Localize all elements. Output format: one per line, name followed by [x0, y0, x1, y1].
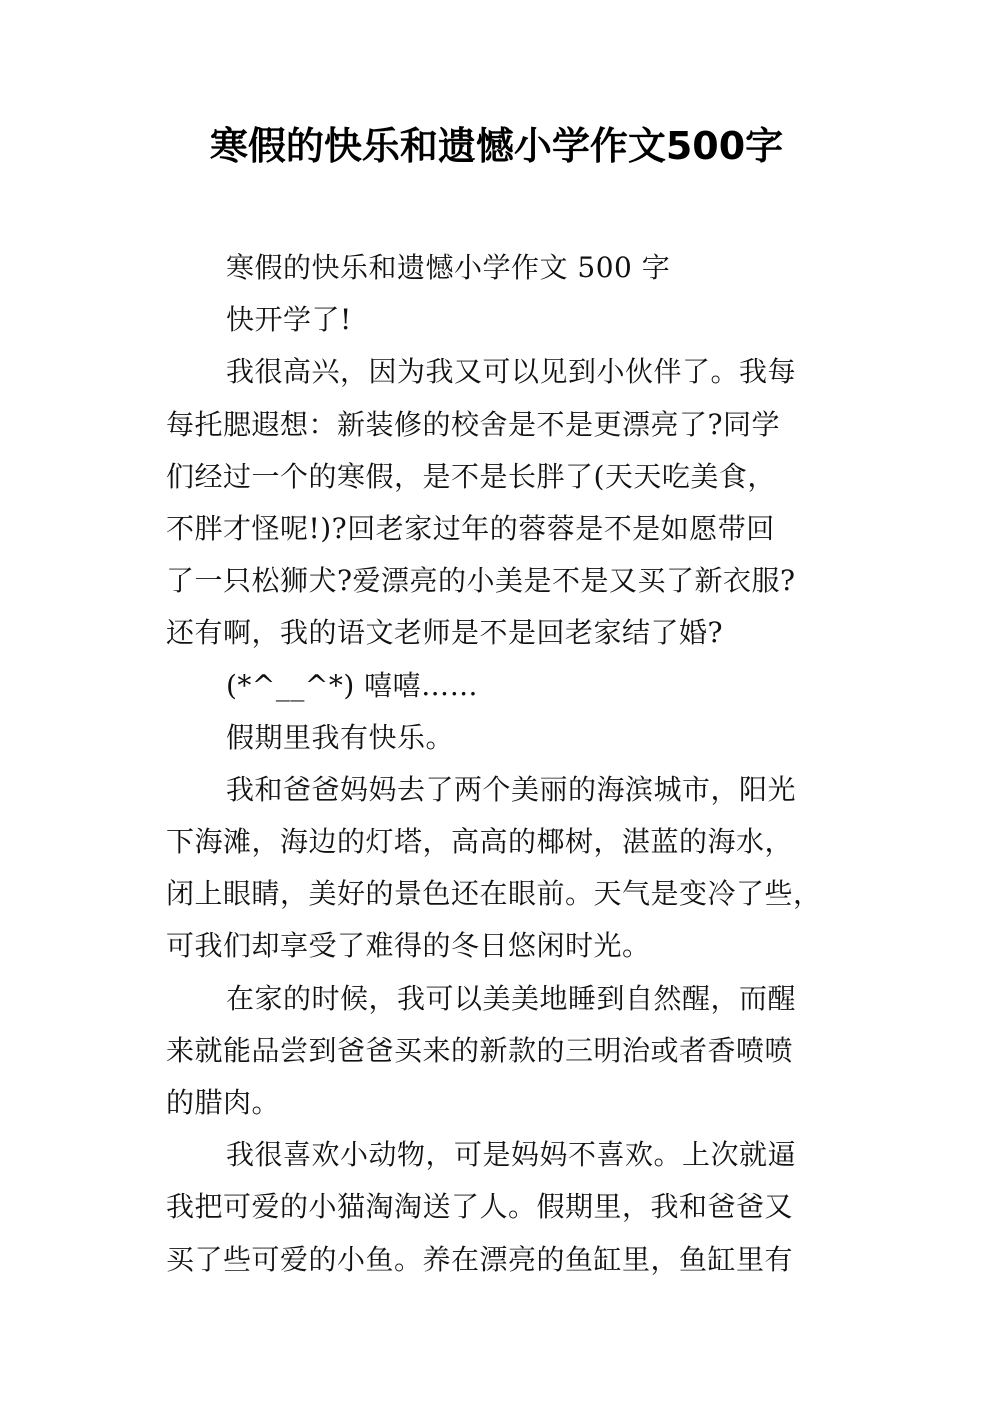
body-line: 快开学了! — [226, 303, 352, 337]
body-line: 们经过一个的寒假，是不是长胖了(天天吃美食， — [166, 459, 776, 493]
body-line: 每托腮遐想：新装修的校舍是不是更漂亮了?同学 — [166, 407, 781, 441]
body-line: 还有啊，我的语文老师是不是回老家结了婚? — [166, 616, 724, 650]
body-line: 寒假的快乐和遗憾小学作文 500 字 — [226, 251, 671, 284]
document-title: 寒假的快乐和遗憾小学作文500字 — [209, 124, 784, 168]
body-line: 不胖才怪呢!)?回老家过年的蓉蓉是不是如愿带回 — [166, 511, 775, 545]
document-body — [166, 242, 846, 1286]
body-line: 闭上眼睛，美好的景色还在眼前。天气是变冷了些， — [166, 877, 822, 911]
body-line: 在家的时候，我可以美美地睡到自然醒，而醒 — [226, 981, 797, 1015]
body-line: 我很喜欢小动物，可是妈妈不喜欢。上次就逼 — [226, 1138, 797, 1172]
body-line: (*^__^*) 嘻嘻…… — [226, 668, 479, 702]
body-line: 可我们却享受了难得的冬日悠闲时光。 — [166, 929, 651, 963]
body-line: 假期里我有快乐。 — [226, 720, 455, 754]
body-line: 买了些可爱的小鱼。养在漂亮的鱼缸里，鱼缸里有 — [166, 1242, 794, 1276]
body-line: 我把可爱的小猫淘淘送了人。假期里，我和爸爸又 — [166, 1190, 794, 1224]
body-line: 下海滩，海边的灯塔，高高的椰树，湛蓝的海水， — [166, 825, 794, 859]
body-line: 了一只松狮犬?爱漂亮的小美是不是又买了新衣服? — [166, 564, 796, 598]
body-line: 我很高兴，因为我又可以见到小伙伴了。我每 — [226, 355, 797, 389]
body-line: 来就能品尝到爸爸买来的新款的三明治或者香喷喷 — [166, 1033, 794, 1067]
body-line: 的腊肉。 — [166, 1086, 281, 1119]
body-line: 我和爸爸妈妈去了两个美丽的海滨城市，阳光 — [226, 772, 797, 806]
